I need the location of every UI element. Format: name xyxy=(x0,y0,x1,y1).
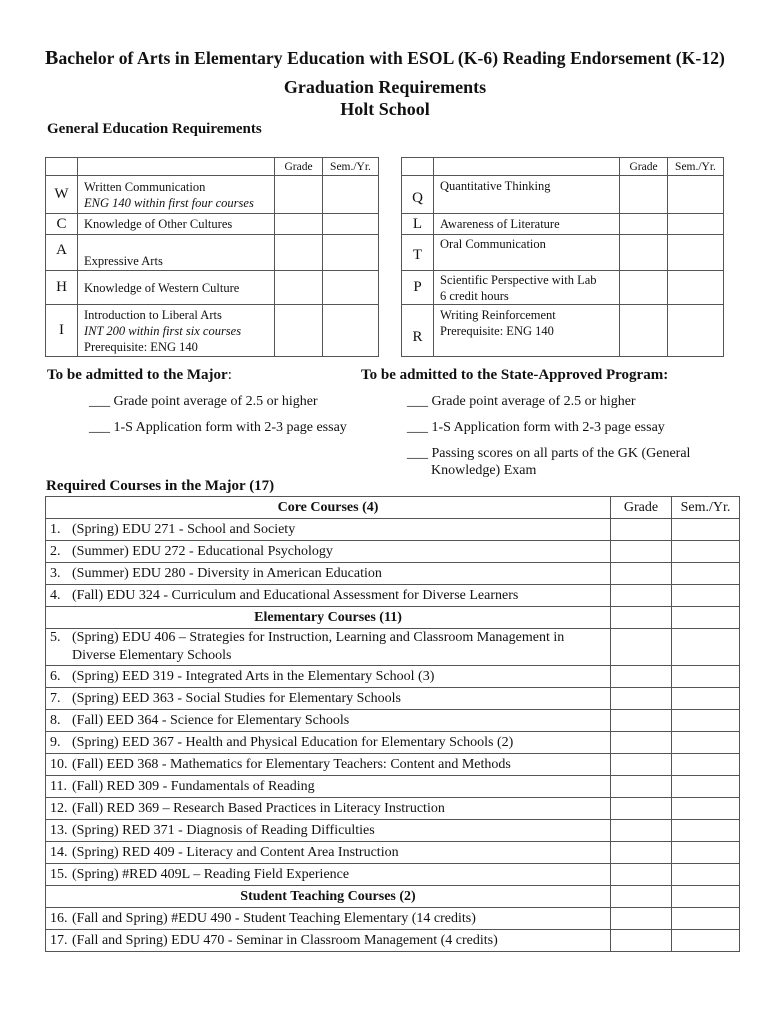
course-title: (Spring) RED 409 - Literacy and Content Area Instruction xyxy=(72,844,399,860)
course-row xyxy=(46,519,740,541)
course-number: 4. xyxy=(50,587,61,603)
sem-cell[interactable] xyxy=(323,214,379,235)
sem-cell[interactable] xyxy=(668,214,724,235)
course-row xyxy=(46,908,740,930)
course-number: 10. xyxy=(50,756,68,772)
sem-cell[interactable] xyxy=(672,930,740,952)
grade-cell[interactable] xyxy=(611,585,672,607)
course-row xyxy=(46,842,740,864)
requirement-note: 6 credit hours xyxy=(440,288,509,303)
table-header-row xyxy=(46,158,379,176)
sem-cell[interactable] xyxy=(668,305,724,357)
required-courses-table xyxy=(45,496,740,952)
course-number: 5. xyxy=(50,630,61,645)
sem-cell[interactable] xyxy=(672,798,740,820)
sem-cell[interactable] xyxy=(668,176,724,214)
section-row xyxy=(46,607,740,629)
requirement-code: C xyxy=(46,214,78,235)
table-row xyxy=(46,235,379,271)
course-row xyxy=(46,666,740,688)
gen-ed-heading: General Education Requirements xyxy=(47,121,262,137)
sem-column-header: Sem./Yr. xyxy=(668,158,724,176)
course-title: (Spring) EDU 271 - School and Society xyxy=(72,521,296,537)
table-row xyxy=(46,214,379,235)
grade-cell[interactable] xyxy=(611,820,672,842)
grade-column-header: Grade xyxy=(611,497,672,519)
grade-cell[interactable] xyxy=(611,842,672,864)
grade-cell[interactable] xyxy=(620,214,668,235)
sem-cell[interactable] xyxy=(672,842,740,864)
sem-cell[interactable] xyxy=(672,666,740,688)
course-row xyxy=(46,541,740,563)
grade-cell[interactable] xyxy=(275,235,323,271)
course-title: (Fall and Spring) EDU 470 - Seminar in Classroom Management (4 credits) xyxy=(72,932,498,948)
grade-cell[interactable] xyxy=(275,176,323,214)
sem-cell[interactable] xyxy=(672,710,740,732)
sem-cell[interactable] xyxy=(323,176,379,214)
requirement-note: INT 200 within first six courses xyxy=(84,323,242,338)
grade-cell[interactable] xyxy=(620,235,668,271)
sem-cell[interactable] xyxy=(672,732,740,754)
course-title: (Fall) RED 309 - Fundamentals of Reading xyxy=(72,778,315,794)
sem-cell[interactable] xyxy=(672,820,740,842)
table-row xyxy=(46,271,379,305)
course-number: 6. xyxy=(50,668,61,684)
grade-cell[interactable] xyxy=(275,271,323,305)
grade-cell[interactable] xyxy=(611,776,672,798)
major-checklist-item[interactable]: ___ 1-S Application form with 2-3 page essay xyxy=(89,420,347,435)
requirement-code: Q xyxy=(402,176,434,214)
sem-cell[interactable] xyxy=(672,886,740,908)
grade-cell[interactable] xyxy=(611,688,672,710)
school-name: Holt School xyxy=(340,99,430,119)
sem-cell[interactable] xyxy=(668,271,724,305)
requirement-label: Written Communication xyxy=(84,179,206,194)
grade-cell[interactable] xyxy=(611,908,672,930)
grade-cell[interactable] xyxy=(620,271,668,305)
requirement-prerequisite: Prerequisite: ENG 140 xyxy=(440,324,554,338)
section-title: Core Courses (4) xyxy=(277,499,379,515)
course-title: (Fall and Spring) #EDU 490 - Student Teaching Elementary (14 credits) xyxy=(72,910,476,926)
program-checklist-item[interactable]: ___ Grade point average of 2.5 or higher xyxy=(407,394,636,409)
requirement-note: ENG 140 within first four courses xyxy=(84,195,254,210)
course-title: (Spring) EDU 406 – Strategies for Instruction, Learning and Classroom Management in Diverse Elementary Schools xyxy=(72,630,565,663)
program-checklist-item[interactable]: ___ Passing scores on all parts of the GK (General Knowledge) Exam xyxy=(407,446,691,478)
course-number: 7. xyxy=(50,690,61,706)
course-number: 11. xyxy=(50,778,67,794)
sem-cell[interactable] xyxy=(672,908,740,930)
grade-cell[interactable] xyxy=(611,754,672,776)
sem-column-header: Sem./Yr. xyxy=(323,158,379,176)
section-title: Elementary Courses (11) xyxy=(254,609,402,625)
grade-cell[interactable] xyxy=(611,629,672,666)
sem-cell[interactable] xyxy=(672,519,740,541)
table-row xyxy=(402,305,724,357)
sem-cell[interactable] xyxy=(323,305,379,357)
requirement-code: A xyxy=(46,235,78,271)
requirement-label: Writing Reinforcement xyxy=(440,308,556,322)
course-row xyxy=(46,930,740,952)
gen-ed-table-left xyxy=(45,157,379,357)
requirement-code: L xyxy=(402,214,434,235)
course-number: 1. xyxy=(50,521,61,537)
grade-cell[interactable] xyxy=(611,519,672,541)
grade-column-header: Grade xyxy=(275,158,323,176)
program-checklist-item[interactable]: ___ 1-S Application form with 2-3 page essay xyxy=(407,420,665,435)
course-number: 9. xyxy=(50,734,61,750)
table-row xyxy=(46,176,379,214)
grade-cell[interactable] xyxy=(611,732,672,754)
grade-column-header: Grade xyxy=(620,158,668,176)
course-row xyxy=(46,798,740,820)
table-row xyxy=(46,305,379,357)
sem-cell[interactable] xyxy=(672,776,740,798)
course-row xyxy=(46,732,740,754)
section-row xyxy=(46,886,740,908)
grade-cell[interactable] xyxy=(611,798,672,820)
course-title: (Spring) EED 319 - Integrated Arts in the Elementary School (3) xyxy=(72,668,435,684)
grade-cell[interactable] xyxy=(611,710,672,732)
sem-cell[interactable] xyxy=(672,754,740,776)
course-number: 3. xyxy=(50,565,61,581)
grade-cell[interactable] xyxy=(611,930,672,952)
required-courses-body xyxy=(46,497,740,952)
requirement-code: H xyxy=(46,271,78,305)
sem-cell[interactable] xyxy=(672,541,740,563)
requirement-label: Oral Communication xyxy=(434,235,620,271)
course-row xyxy=(46,754,740,776)
course-title: (Spring) EED 363 - Social Studies for Elementary Schools xyxy=(72,690,401,706)
section-row xyxy=(46,497,740,519)
course-number: 16. xyxy=(50,910,68,926)
course-row xyxy=(46,585,740,607)
requirement-label: Awareness of Literature xyxy=(434,214,620,235)
requirement-code: T xyxy=(402,235,434,271)
course-title: (Fall) EDU 324 - Curriculum and Educational Assessment for Diverse Learners xyxy=(72,587,519,603)
grade-cell[interactable] xyxy=(275,214,323,235)
requirement-code: W xyxy=(46,176,78,214)
course-title: (Summer) EDU 272 - Educational Psychology xyxy=(72,543,333,559)
grade-cell[interactable] xyxy=(611,541,672,563)
table-row xyxy=(402,214,724,235)
grade-cell[interactable] xyxy=(275,305,323,357)
table-row xyxy=(402,235,724,271)
sem-cell[interactable] xyxy=(672,585,740,607)
major-admission-heading: To be admitted to the Major: xyxy=(47,367,232,383)
grade-cell[interactable] xyxy=(611,864,672,886)
course-number: 15. xyxy=(50,866,68,882)
table-row xyxy=(402,176,724,214)
course-row xyxy=(46,776,740,798)
gen-ed-table-right xyxy=(401,157,724,357)
course-row xyxy=(46,820,740,842)
table-row xyxy=(402,271,724,305)
requirement-label: Expressive Arts xyxy=(78,235,275,271)
requirement-prerequisite: Prerequisite: ENG 140 xyxy=(84,339,198,354)
grade-cell[interactable] xyxy=(611,607,672,629)
sem-cell[interactable] xyxy=(668,235,724,271)
required-courses-heading: Required Courses in the Major (17) xyxy=(46,478,275,494)
grade-cell[interactable] xyxy=(611,666,672,688)
sem-cell[interactable] xyxy=(672,563,740,585)
course-title: (Fall) RED 369 – Research Based Practices in Literacy Instruction xyxy=(72,800,445,816)
sem-cell[interactable] xyxy=(672,629,740,666)
grade-cell[interactable] xyxy=(611,563,672,585)
course-row xyxy=(46,710,740,732)
grade-cell[interactable] xyxy=(620,305,668,357)
course-title: (Fall) EED 368 - Mathematics for Elementary Teachers: Content and Methods xyxy=(72,756,511,772)
requirement-label: Scientific Perspective with Lab xyxy=(440,272,597,287)
course-number: 17. xyxy=(50,932,68,948)
course-row xyxy=(46,688,740,710)
sem-cell[interactable] xyxy=(672,864,740,886)
grade-cell[interactable] xyxy=(620,176,668,214)
program-title: Bachelor of Arts in Elementary Education with ESOL (K-6) Reading Endorsement (K-12) xyxy=(44,47,725,69)
table-header-row xyxy=(402,158,724,176)
course-number: 14. xyxy=(50,844,68,860)
requirement-label: Introduction to Liberal Arts xyxy=(84,307,222,322)
grade-cell[interactable] xyxy=(611,886,672,908)
requirement-code: R xyxy=(402,305,434,357)
page-subtitle: Graduation Requirements xyxy=(283,77,487,97)
sem-cell[interactable] xyxy=(672,688,740,710)
sem-column-header: Sem./Yr. xyxy=(672,497,740,519)
sem-cell[interactable] xyxy=(672,607,740,629)
course-title: (Spring) RED 371 - Diagnosis of Reading Difficulties xyxy=(72,822,375,838)
requirement-label: Knowledge of Western Culture xyxy=(78,271,275,305)
course-number: 12. xyxy=(50,800,68,816)
requirement-code: I xyxy=(46,305,78,357)
course-title: (Spring) #RED 409L – Reading Field Experience xyxy=(72,866,350,882)
sem-cell[interactable] xyxy=(323,235,379,271)
course-row xyxy=(46,864,740,886)
course-row xyxy=(46,629,740,666)
requirement-label: Knowledge of Other Cultures xyxy=(78,214,275,235)
section-title: Student Teaching Courses (2) xyxy=(240,888,416,904)
requirement-code: P xyxy=(402,271,434,305)
major-checklist-item[interactable]: ___ Grade point average of 2.5 or higher xyxy=(89,394,318,409)
course-title: (Summer) EDU 280 - Diversity in American Education xyxy=(72,565,382,581)
course-number: 13. xyxy=(50,822,68,838)
requirement-label: Quantitative Thinking xyxy=(434,176,620,214)
course-row xyxy=(46,563,740,585)
course-number: 2. xyxy=(50,543,61,559)
course-title: (Fall) EED 364 - Science for Elementary Schools xyxy=(72,712,350,728)
course-number: 8. xyxy=(50,712,61,728)
program-admission-heading: To be admitted to the State-Approved Program: xyxy=(361,367,669,383)
sem-cell[interactable] xyxy=(323,271,379,305)
course-title: (Spring) EED 367 - Health and Physical Education for Elementary Schools (2) xyxy=(72,734,514,750)
